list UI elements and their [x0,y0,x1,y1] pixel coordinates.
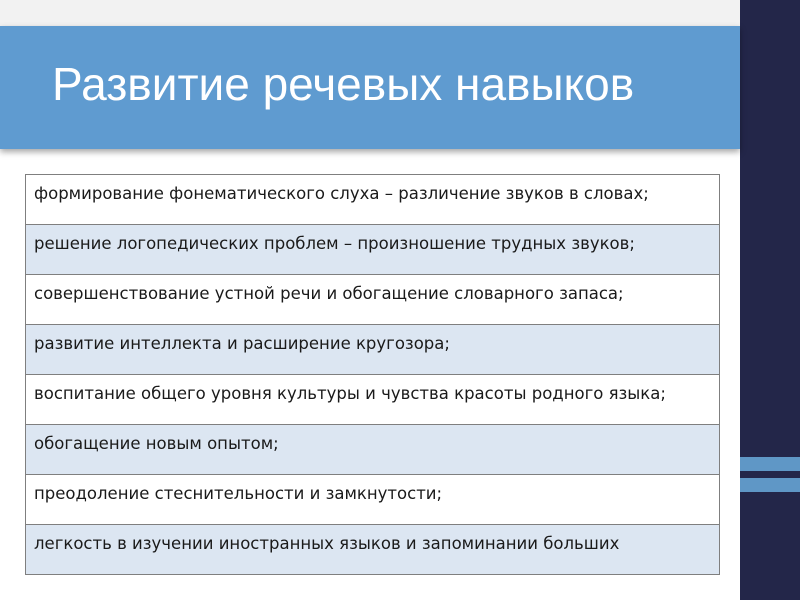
top-strip [0,0,740,26]
side-decor-bar [740,0,800,600]
table-row [26,175,720,225]
table-cell: совершенствование устной речи и обогащение словарного запаса; [26,275,720,325]
title-band [0,26,740,149]
table-row [26,275,720,325]
table-cell: решение логопедических проблем – произношение трудных звуков; [26,225,720,275]
slide-title: Развитие речевых навыков [52,58,635,110]
table-cell: воспитание общего уровня культуры и чувства красоты родного языка; [26,375,720,425]
table-row [26,525,720,575]
table-row [26,375,720,425]
table-cell: легкость в изучении иностранных языков и запоминании больших [26,525,720,575]
side-decor-stripe [740,478,800,492]
table-row [26,225,720,275]
table-row [26,325,720,375]
table-row [26,475,720,525]
table-cell: формирование фонематического слуха – различение звуков в словах; [26,175,720,225]
table-cell: обогащение новым опытом; [26,425,720,475]
skills-table [25,174,720,575]
table-row [26,425,720,475]
table-cell: преодоление стеснительности и замкнутости; [26,475,720,525]
side-decor-stripe [740,457,800,471]
table-cell: развитие интеллекта и расширение кругозора; [26,325,720,375]
